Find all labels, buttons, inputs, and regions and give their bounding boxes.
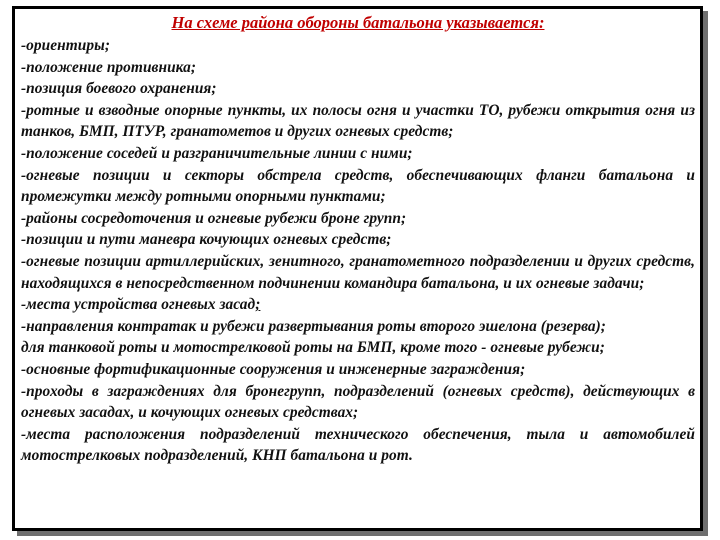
list-item-strongpoints: -ротные и взводные опорные пункты, их полосы огня и участки ТО, рубежи открытия огня из танков, БМП, ПТУР, гранатометов и других огневых средств; <box>21 101 695 141</box>
list-item-tank-company: для танковой роты и мотострелковой роты на БМП, кроме того - огневые рубежи; <box>21 339 605 357</box>
list-item-enemy-position: -положение противника; <box>21 58 197 76</box>
list-item-landmarks: -ориентиры; <box>21 37 111 54</box>
list-item-counterattacks: -направления контратак и рубежи развертывания роты второго эшелона (резерва); <box>21 317 606 335</box>
ambush-text: -места устройства огневых засад <box>21 296 256 314</box>
list-item-fire-positions: -огневые позиции и секторы обстрела средств, обеспечивающих фланги батальона и промежутки между ротными опорными пунктами; <box>21 166 695 206</box>
slide-frame <box>12 6 703 531</box>
slide-title: На схеме района обороны батальона указывается: <box>171 13 545 32</box>
list-item-artillery: -огневые позиции артиллерийских, зенитного, гранатометного подразделении и других средств, находящихся в непосредственном подчинении командира батальона, и их огневые задачи; <box>21 252 695 292</box>
ambush-semicolon: ; <box>255 296 261 314</box>
list-item-armor-groups: -районы сосредоточения и огневые рубежи броне групп; <box>21 209 407 227</box>
item-list <box>21 35 695 467</box>
list-item-support-units: -места расположения подразделений технического обеспечения, тыла и автомобилей мотострелковых подразделений, КНП батальона и рот. <box>21 425 695 465</box>
list-item-ambushes <box>21 294 695 316</box>
list-item-outpost-position: -позиция боевого охранения; <box>21 80 217 98</box>
list-item-passages: -проходы в заграждениях для бронегрупп, подразделений (огневых средств), действующих в огневых засадах, и кочующих огневых средствах; <box>21 382 695 422</box>
list-item-fortifications: -основные фортификационные сооружения и инженерные заграждения; <box>21 360 526 378</box>
list-item-neighbors: -положение соседей и разграничительные линии с ними; <box>21 144 413 162</box>
list-item-roaming-weapons: -позиции и пути маневра кочующих огневых средств; <box>21 231 392 249</box>
